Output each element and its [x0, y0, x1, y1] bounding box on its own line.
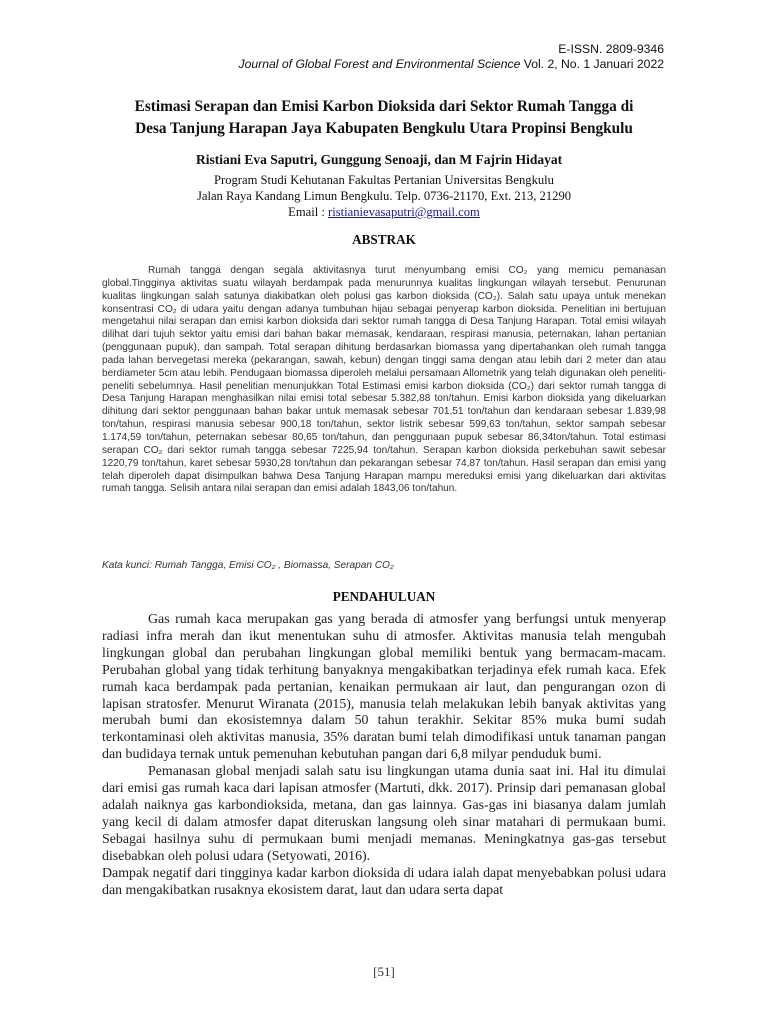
- journal-citation: [239, 57, 664, 72]
- paper-title: [95, 96, 673, 140]
- title-line-2: Desa Tanjung Harapan Jaya Kabupaten Bengkulu Utara Propinsi Bengkulu: [135, 120, 633, 137]
- affiliation-program: Program Studi Kehutanan Fakultas Pertanian Universitas Bengkulu: [214, 173, 554, 187]
- affiliation-address: Jalan Raya Kandang Limun Bengkulu. Telp. 0736-21170, Ext. 213, 21290: [196, 189, 572, 203]
- affiliation-email: [150, 204, 618, 220]
- affiliation: [150, 172, 618, 220]
- page-number: [51]: [373, 964, 395, 979]
- introduction-heading: PENDAHULUAN: [332, 589, 436, 604]
- introduction-body: [102, 612, 666, 899]
- keywords: Kata kunci: Rumah Tangga, Emisi CO₂ , Biomassa, Serapan CO₂: [102, 560, 394, 571]
- abstract-text: Rumah tangga dengan segala aktivitasnya turut menyumbang emisi CO₂ yang memicu pemanasan global.Tingginya aktivitas suatu wilayah berdampak pada menurunnya kualitas lingkungan wilayah tersebut. Penurunan kualitas lingkungan salah satunya diakibatkan oleh polusi gas karbon dioksida (CO₂). Salah satu upaya untuk menekan konsentrasi CO₂ di udara yaitu dengan adanya tumbuhan hijau sebagai penyerap karbon dioksida. Penelitian ini bertujuan mengetahui nilai serapan dan emisi karbon dioksida dari sektor rumah tangga di Desa Tanjung Harapan. Total emisi wilayah dilihat dari tujuh sektor yaitu emisi dari bahan bakar memasak, kendaraan, respirasi manusia, peternakan, lahan pertanian (penggunaan pupuk), dan sampah. Total serapan dihitung berdasarkan biomassa yang dipertahankan oleh rumah tangga pada lahan bervegetasi mereka (pekarangan, sawah, kebun) dengan tinggi sama dengan atau lebih dari 2 meter dan atau berdiameter 5cm atau lebih. Pendugaan biomassa diperoleh melalui persamaan Allometrik yang telah digunakan oleh peneliti-peneliti sebelumnya. Hasil penelitian menunjukkan Total Estimasi emisi karbon dioksida (CO₂) dari sektor rumah tangga di Desa Tanjung Harapan menghasilkan nilai emisi total sebesar 5.382,88 ton/tahun. Emisi karbon dioksida yang dikeluarkan dihitung dari sektor penggunaan bahan bakar untuk memasak sebesar 701,51 ton/tahun dan kendaraan sebesar 1.839,98 ton/tahun, respirasi manusia sebesar 900,18 ton/tahun, sektor listrik sebesar 599,63 ton/tahun, sektor sampah sebesar 1.174,59 ton/tahun, peternakan sebesar 80,65 ton/tahun, dan penggunaan pupuk sebesar 86,34ton/tahun. Total estimasi serapan CO₂ dari sektor rumah tangga sebesar 7225,94 ton/tahun. Serapan karbon dioksida perkebuhan sawit sebesar 1220,79 ton/tahun, karet sebesar 5930,28 ton/tahun dan pekarangan sebesar 74,87 ton/tahun. Hasil serapan dan emisi yang telah diperoleh dapat disimpulkan bahwa Desa Tanjung Harapan mampu mereduksi emisi yang dikeluarkan dari aktivitas rumah tangga. Selisih antara nilai serapan dan emisi adalah 1843,06 ton/tahun.: [102, 265, 666, 495]
- volume-info: Vol. 2, No. 1 Januari 2022: [520, 57, 664, 71]
- email-label: Email :: [288, 205, 329, 219]
- abstract-heading: ABSTRAK: [352, 232, 416, 247]
- journal-header: [239, 42, 664, 72]
- author-list: Ristiani Eva Saputri, Gunggung Senoaji, dan M Fajrin Hidayat: [196, 152, 563, 167]
- title-line-1: Estimasi Serapan dan Emisi Karbon Dioksida dari Sektor Rumah Tangga di: [134, 98, 634, 115]
- intro-paragraph-1: Gas rumah kaca merupakan gas yang berada di atmosfer yang berfungsi untuk menyerap radiasi infra merah dan ikut menentukan suhu di atmosfer. Aktivitas manusia telah mengubah lingkungan global dan perubahan lingkungan global memiliki bentuk yang bermacam-macam. Perubahan global yang tidak terhitung banyaknya mengakibatkan terjadinya efek rumah kaca. Efek rumah kaca berdampak pada pertanian, kenaikan permukaan air laut, dan pengurangan ozon di lapisan stratosfer. Menurut Wiranata (2015), manusia telah melakukan lebih banyak aktivitas yang merubah bumi dan ekosistemnya dalam 50 tahun terakhir. Sekitar 85% muka bumi sudah terkontaminasi oleh aktivitas manusia, 35% daratan bumi telah dimodifikasi untuk tanaman pangan dan budidaya ternak untuk pemenuhan kebutuhan pangan dari 6,8 milyar penduduk bumi.: [102, 612, 666, 763]
- intro-paragraph-2: Pemanasan global menjadi salah satu isu lingkungan utama dunia saat ini. Hal itu dimulai dari emisi gas rumah kaca dari lapisan atmosfer (Martuti, dkk. 2017). Prinsip dari pemanasan global adalah naiknya gas karbondioksida, metana, dan gas lainnya. Gas-gas ini biasanya dalam jumlah yang kecil di dalam atmosfer dapat diteruskan langsung oleh sinar matahari di permukaan bumi. Sebagai hasilnya suhu di permukaan bumi menjadi memanas. Meningkatnya gas-gas tersebut disebabkan oleh polusi udara (Setyowati, 2016).: [102, 764, 666, 864]
- journal-name: Journal of Global Forest and Environmental Science: [238, 57, 521, 71]
- intro-paragraph-3: Dampak negatif dari tingginya kadar karbon dioksida di udara ialah dapat menyebabkan polusi udara dan mengakibatkan rusaknya ekosistem darat, laut dan udara serta dapat: [102, 865, 666, 898]
- abstract-body: [102, 265, 666, 496]
- issn-text: E-ISSN. 2809-9346: [558, 42, 664, 56]
- email-link[interactable]: ristianievasaputri@gmail.com: [328, 205, 480, 219]
